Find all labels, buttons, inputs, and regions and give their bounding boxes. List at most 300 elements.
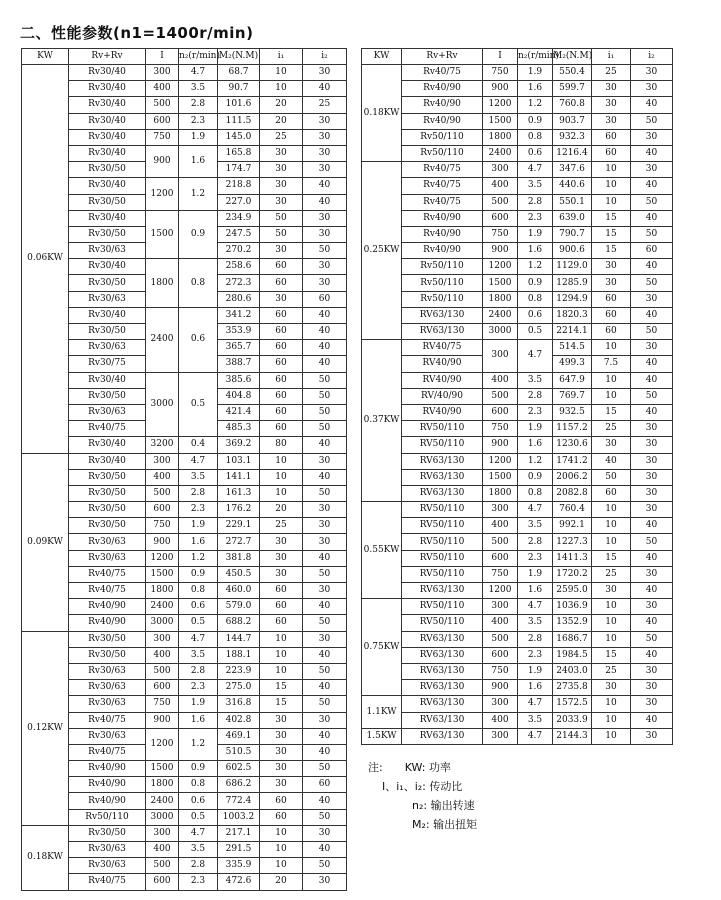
ratio2-cell: 40	[303, 194, 347, 210]
ratio-cell: 300	[146, 631, 179, 647]
model-cell: RV63/130	[402, 680, 483, 696]
speed-cell: 1.6	[518, 243, 553, 259]
ratio-cell: 750	[146, 518, 179, 534]
column-header: M₂(N.M)	[218, 49, 260, 65]
ratio1-cell: 30	[592, 583, 631, 599]
ratio2-cell: 40	[303, 307, 347, 323]
torque-cell: 404.8	[218, 388, 260, 404]
ratio1-cell: 50	[260, 210, 303, 226]
ratio2-cell: 40	[303, 469, 347, 485]
ratio-cell: 300	[483, 340, 518, 372]
ratio1-cell: 25	[592, 566, 631, 582]
speed-cell: 0.6	[518, 145, 553, 161]
power-cell: 0.18KW	[362, 65, 402, 162]
ratio1-cell: 25	[592, 65, 631, 81]
column-header: KW	[362, 49, 402, 65]
model-cell: RV50/110	[402, 518, 483, 534]
ratio-cell: 400	[483, 712, 518, 728]
model-cell: Rv30/63	[69, 550, 146, 566]
model-cell: Rv30/63	[69, 680, 146, 696]
speed-cell: 0.8	[179, 583, 218, 599]
ratio2-cell: 40	[303, 793, 347, 809]
table-row	[22, 825, 347, 841]
speed-cell: 4.7	[518, 696, 553, 712]
ratio2-cell: 30	[303, 518, 347, 534]
ratio2-cell: 50	[303, 243, 347, 259]
model-cell: Rv50/110	[402, 275, 483, 291]
table-row	[22, 663, 347, 679]
ratio-cell: 750	[483, 65, 518, 81]
ratio1-cell: 10	[260, 825, 303, 841]
ratio1-cell: 80	[260, 437, 303, 453]
torque-cell: 1572.5	[553, 696, 592, 712]
ratio1-cell: 10	[592, 534, 631, 550]
table-row	[22, 81, 347, 97]
speed-cell: 1.6	[518, 680, 553, 696]
model-cell: Rv50/110	[69, 809, 146, 825]
ratio-cell: 1200	[483, 97, 518, 113]
table-row	[22, 372, 347, 388]
ratio2-cell: 30	[631, 680, 673, 696]
ratio-cell: 1200	[146, 550, 179, 566]
ratio-cell: 750	[146, 696, 179, 712]
model-cell: Rv30/50	[69, 388, 146, 404]
speed-cell: 2.8	[179, 485, 218, 501]
table-row	[362, 259, 673, 275]
note-line: 注: KW: 功率	[368, 761, 451, 774]
ratio-cell: 600	[483, 404, 518, 420]
torque-cell: 272.3	[218, 275, 260, 291]
ratio1-cell: 60	[260, 615, 303, 631]
model-cell: Rv40/75	[402, 65, 483, 81]
model-cell: Rv30/63	[69, 291, 146, 307]
speed-cell: 4.7	[518, 599, 553, 615]
ratio1-cell: 60	[592, 485, 631, 501]
ratio2-cell: 30	[631, 469, 673, 485]
torque-cell: 900.6	[553, 243, 592, 259]
ratio1-cell: 30	[260, 728, 303, 744]
table-row	[22, 809, 347, 825]
ratio-cell: 500	[483, 631, 518, 647]
torque-cell: 932.5	[553, 404, 592, 420]
table-row	[362, 437, 673, 453]
torque-cell: 550.4	[553, 65, 592, 81]
torque-cell: 385.6	[218, 372, 260, 388]
ratio1-cell: 10	[592, 599, 631, 615]
ratio2-cell: 40	[631, 97, 673, 113]
ratio-cell: 3000	[483, 324, 518, 340]
ratio2-cell: 30	[303, 631, 347, 647]
table-row	[22, 696, 347, 712]
ratio1-cell: 30	[592, 113, 631, 129]
table-row	[22, 842, 347, 858]
model-cell: Rv40/75	[69, 874, 146, 890]
speed-cell: 0.8	[179, 259, 218, 308]
model-cell: Rv30/75	[69, 356, 146, 372]
power-cell: 1.5KW	[362, 728, 402, 744]
ratio1-cell: 60	[592, 307, 631, 323]
ratio2-cell: 30	[631, 421, 673, 437]
ratio2-cell: 30	[303, 259, 347, 275]
ratio-cell: 300	[146, 453, 179, 469]
torque-cell: 227.0	[218, 194, 260, 210]
table-row	[362, 615, 673, 631]
torque-cell: 2214.1	[553, 324, 592, 340]
table-row	[362, 324, 673, 340]
ratio-cell: 500	[483, 388, 518, 404]
model-cell: Rv40/90	[69, 615, 146, 631]
torque-cell: 188.1	[218, 647, 260, 663]
ratio1-cell: 30	[260, 162, 303, 178]
ratio2-cell: 30	[303, 210, 347, 226]
model-cell: Rv50/110	[402, 129, 483, 145]
model-cell: Rv30/40	[69, 210, 146, 226]
power-cell: 0.55KW	[362, 502, 402, 599]
column-header: M₂(N.M)	[553, 49, 592, 65]
ratio1-cell: 20	[260, 874, 303, 890]
speed-cell: 0.9	[518, 113, 553, 129]
ratio1-cell: 10	[592, 615, 631, 631]
model-cell: Rv30/40	[69, 145, 146, 161]
ratio2-cell: 40	[303, 842, 347, 858]
torque-cell: 272.7	[218, 534, 260, 550]
table-row	[22, 761, 347, 777]
ratio2-cell: 30	[303, 129, 347, 145]
ratio2-cell: 30	[303, 825, 347, 841]
table-row	[22, 307, 347, 323]
speed-cell: 0.9	[518, 469, 553, 485]
ratio2-cell: 50	[303, 404, 347, 420]
model-cell: Rv30/40	[69, 437, 146, 453]
model-cell: Rv40/75	[69, 744, 146, 760]
torque-cell: 1294.9	[553, 291, 592, 307]
ratio-cell: 300	[483, 162, 518, 178]
ratio1-cell: 10	[260, 631, 303, 647]
model-cell: RV50/110	[402, 534, 483, 550]
speed-cell: 0.6	[518, 307, 553, 323]
ratio2-cell: 30	[631, 502, 673, 518]
ratio-cell: 1500	[483, 469, 518, 485]
ratio-cell: 1200	[483, 453, 518, 469]
torque-cell: 165.8	[218, 145, 260, 161]
ratio2-cell: 30	[631, 437, 673, 453]
speed-cell: 3.5	[179, 842, 218, 858]
speed-cell: 2.8	[518, 194, 553, 210]
torque-cell: 270.2	[218, 243, 260, 259]
torque-cell: 103.1	[218, 453, 260, 469]
speed-cell: 4.7	[518, 340, 553, 372]
table-row	[22, 518, 347, 534]
column-header: I	[146, 49, 179, 65]
column-header: I	[483, 49, 518, 65]
table-row	[362, 550, 673, 566]
table-row	[362, 275, 673, 291]
ratio-cell: 1800	[146, 583, 179, 599]
ratio2-cell: 40	[303, 599, 347, 615]
torque-cell: 335.9	[218, 858, 260, 874]
torque-cell: 1036.9	[553, 599, 592, 615]
speed-cell: 0.6	[179, 793, 218, 809]
table-row	[22, 453, 347, 469]
torque-cell: 353.9	[218, 324, 260, 340]
torque-cell: 1741.2	[553, 453, 592, 469]
ratio1-cell: 60	[260, 324, 303, 340]
ratio2-cell: 30	[631, 340, 673, 356]
ratio1-cell: 10	[260, 858, 303, 874]
table-row	[362, 421, 673, 437]
torque-cell: 101.6	[218, 97, 260, 113]
ratio2-cell: 40	[303, 356, 347, 372]
ratio1-cell: 10	[592, 728, 631, 744]
ratio1-cell: 30	[592, 680, 631, 696]
torque-cell: 347.6	[553, 162, 592, 178]
torque-cell: 388.7	[218, 356, 260, 372]
model-cell: RV50/110	[402, 437, 483, 453]
torque-cell: 1820.3	[553, 307, 592, 323]
speed-cell: 2.8	[518, 388, 553, 404]
torque-cell: 218.8	[218, 178, 260, 194]
ratio1-cell: 30	[592, 275, 631, 291]
table-row	[22, 129, 347, 145]
ratio2-cell: 30	[631, 599, 673, 615]
ratio2-cell: 30	[631, 663, 673, 679]
torque-cell: 760.8	[553, 97, 592, 113]
ratio-cell: 1500	[483, 275, 518, 291]
speed-cell: 4.7	[518, 728, 553, 744]
torque-cell: 1227.3	[553, 534, 592, 550]
model-cell: Rv40/90	[402, 97, 483, 113]
model-cell: Rv30/40	[69, 178, 146, 194]
torque-cell: 1686.7	[553, 631, 592, 647]
torque-cell: 514.5	[553, 340, 592, 356]
ratio-cell: 2400	[146, 599, 179, 615]
ratio2-cell: 60	[631, 243, 673, 259]
speed-cell: 4.7	[179, 631, 218, 647]
speed-cell: 2.3	[518, 647, 553, 663]
ratio-cell: 750	[483, 663, 518, 679]
ratio2-cell: 40	[631, 307, 673, 323]
torque-cell: 223.9	[218, 663, 260, 679]
table-row	[362, 712, 673, 728]
table-row	[22, 485, 347, 501]
ratio2-cell: 30	[631, 696, 673, 712]
model-cell: Rv30/50	[69, 194, 146, 210]
speed-cell: 1.9	[518, 566, 553, 582]
ratio2-cell: 40	[631, 372, 673, 388]
torque-cell: 1003.2	[218, 809, 260, 825]
power-cell: 0.37KW	[362, 340, 402, 502]
ratio-cell: 300	[146, 825, 179, 841]
torque-cell: 90.7	[218, 81, 260, 97]
ratio-cell: 400	[483, 518, 518, 534]
model-cell: RV50/110	[402, 550, 483, 566]
table-row	[362, 696, 673, 712]
model-cell: RV63/130	[402, 712, 483, 728]
torque-cell: 2006.2	[553, 469, 592, 485]
ratio2-cell: 50	[631, 324, 673, 340]
table-row	[22, 259, 347, 275]
ratio2-cell: 50	[303, 663, 347, 679]
model-cell: RV40/75	[402, 340, 483, 356]
ratio-cell: 1500	[146, 210, 179, 259]
table-row	[22, 566, 347, 582]
ratio1-cell: 60	[260, 388, 303, 404]
speed-cell: 2.8	[179, 858, 218, 874]
ratio-cell: 600	[146, 502, 179, 518]
speed-cell: 0.5	[518, 324, 553, 340]
torque-cell: 485.3	[218, 421, 260, 437]
ratio1-cell: 30	[260, 291, 303, 307]
ratio1-cell: 30	[592, 259, 631, 275]
ratio1-cell: 20	[260, 113, 303, 129]
ratio2-cell: 50	[631, 194, 673, 210]
column-header: i₁	[260, 49, 303, 65]
speed-cell: 1.9	[518, 65, 553, 81]
table-row	[22, 874, 347, 890]
torque-cell: 229.1	[218, 518, 260, 534]
model-cell: Rv30/63	[69, 404, 146, 420]
torque-cell: 176.2	[218, 502, 260, 518]
model-cell: RV63/130	[402, 647, 483, 663]
torque-cell: 550.1	[553, 194, 592, 210]
torque-cell: 510.5	[218, 744, 260, 760]
ratio1-cell: 30	[260, 145, 303, 161]
ratio1-cell: 60	[260, 307, 303, 323]
ratio-cell: 900	[146, 145, 179, 177]
model-cell: Rv30/40	[69, 453, 146, 469]
ratio1-cell: 60	[260, 259, 303, 275]
speed-cell: 1.9	[179, 129, 218, 145]
model-cell: Rv30/63	[69, 534, 146, 550]
ratio2-cell: 30	[303, 583, 347, 599]
torque-cell: 2082.8	[553, 485, 592, 501]
ratio1-cell: 60	[260, 340, 303, 356]
ratio-cell: 400	[483, 178, 518, 194]
speed-cell: 3.5	[179, 647, 218, 663]
ratio-cell: 3000	[146, 615, 179, 631]
speed-cell: 0.5	[179, 372, 218, 437]
ratio2-cell: 50	[631, 275, 673, 291]
ratio-cell: 750	[483, 566, 518, 582]
model-cell: Rv30/50	[69, 518, 146, 534]
torque-cell: 1352.9	[553, 615, 592, 631]
torque-cell: 772.4	[218, 793, 260, 809]
torque-cell: 381.8	[218, 550, 260, 566]
ratio-cell: 900	[483, 243, 518, 259]
torque-cell: 769.7	[553, 388, 592, 404]
table-row	[362, 502, 673, 518]
ratio2-cell: 60	[303, 777, 347, 793]
ratio2-cell: 50	[303, 696, 347, 712]
ratio1-cell: 10	[592, 388, 631, 404]
table-row	[22, 599, 347, 615]
ratio2-cell: 50	[303, 809, 347, 825]
ratio-cell: 2400	[483, 307, 518, 323]
model-cell: RV63/130	[402, 696, 483, 712]
speed-cell: 1.6	[518, 437, 553, 453]
model-cell: RV50/110	[402, 421, 483, 437]
ratio1-cell: 10	[260, 485, 303, 501]
speed-cell: 0.8	[518, 485, 553, 501]
table-row	[22, 680, 347, 696]
torque-cell: 903.7	[553, 113, 592, 129]
speed-cell: 0.6	[179, 599, 218, 615]
torque-cell: 2403.0	[553, 663, 592, 679]
model-cell: Rv30/63	[69, 842, 146, 858]
ratio-cell: 300	[483, 502, 518, 518]
model-cell: Rv30/40	[69, 259, 146, 275]
ratio2-cell: 30	[631, 291, 673, 307]
ratio-cell: 1800	[483, 129, 518, 145]
model-cell: Rv50/110	[402, 291, 483, 307]
speed-cell: 1.2	[179, 550, 218, 566]
ratio2-cell: 50	[631, 631, 673, 647]
table-row	[22, 97, 347, 113]
ratio-cell: 1200	[146, 728, 179, 760]
ratio2-cell: 40	[303, 178, 347, 194]
torque-cell: 469.1	[218, 728, 260, 744]
ratio2-cell: 50	[631, 113, 673, 129]
ratio-cell: 500	[483, 534, 518, 550]
table-row	[362, 226, 673, 242]
ratio-cell: 1800	[483, 485, 518, 501]
ratio1-cell: 60	[260, 372, 303, 388]
speed-cell: 0.4	[179, 437, 218, 453]
ratio2-cell: 40	[631, 145, 673, 161]
table-row	[22, 469, 347, 485]
ratio-cell: 400	[146, 469, 179, 485]
ratio2-cell: 40	[303, 647, 347, 663]
torque-cell: 602.5	[218, 761, 260, 777]
ratio1-cell: 30	[260, 712, 303, 728]
ratio2-cell: 40	[303, 680, 347, 696]
model-cell: RV50/110	[402, 566, 483, 582]
torque-cell: 316.8	[218, 696, 260, 712]
ratio-cell: 900	[483, 81, 518, 97]
torque-cell: 291.5	[218, 842, 260, 858]
torque-cell: 161.3	[218, 485, 260, 501]
ratio-cell: 1800	[146, 259, 179, 308]
speed-cell: 2.3	[179, 502, 218, 518]
ratio2-cell: 40	[303, 340, 347, 356]
ratio2-cell: 30	[631, 485, 673, 501]
torque-cell: 365.7	[218, 340, 260, 356]
speed-cell: 1.2	[518, 453, 553, 469]
table-row	[22, 437, 347, 453]
torque-cell: 258.6	[218, 259, 260, 275]
torque-cell: 440.6	[553, 178, 592, 194]
ratio2-cell: 40	[303, 744, 347, 760]
model-cell: RV63/130	[402, 663, 483, 679]
table-row	[362, 631, 673, 647]
ratio-cell: 3000	[146, 372, 179, 437]
torque-cell: 472.6	[218, 874, 260, 890]
table-row	[362, 485, 673, 501]
model-cell: Rv40/90	[69, 793, 146, 809]
model-cell: Rv40/90	[402, 113, 483, 129]
note-line: I、i₁、i₂: 传动比	[382, 780, 463, 793]
speed-cell: 4.7	[179, 65, 218, 81]
table-row	[362, 372, 673, 388]
speed-cell: 3.5	[179, 81, 218, 97]
ratio1-cell: 30	[260, 744, 303, 760]
torque-cell: 1285.9	[553, 275, 592, 291]
ratio-cell: 600	[146, 874, 179, 890]
table-row	[22, 777, 347, 793]
model-cell: RV50/110	[402, 615, 483, 631]
ratio2-cell: 30	[303, 65, 347, 81]
speed-cell: 2.8	[179, 663, 218, 679]
